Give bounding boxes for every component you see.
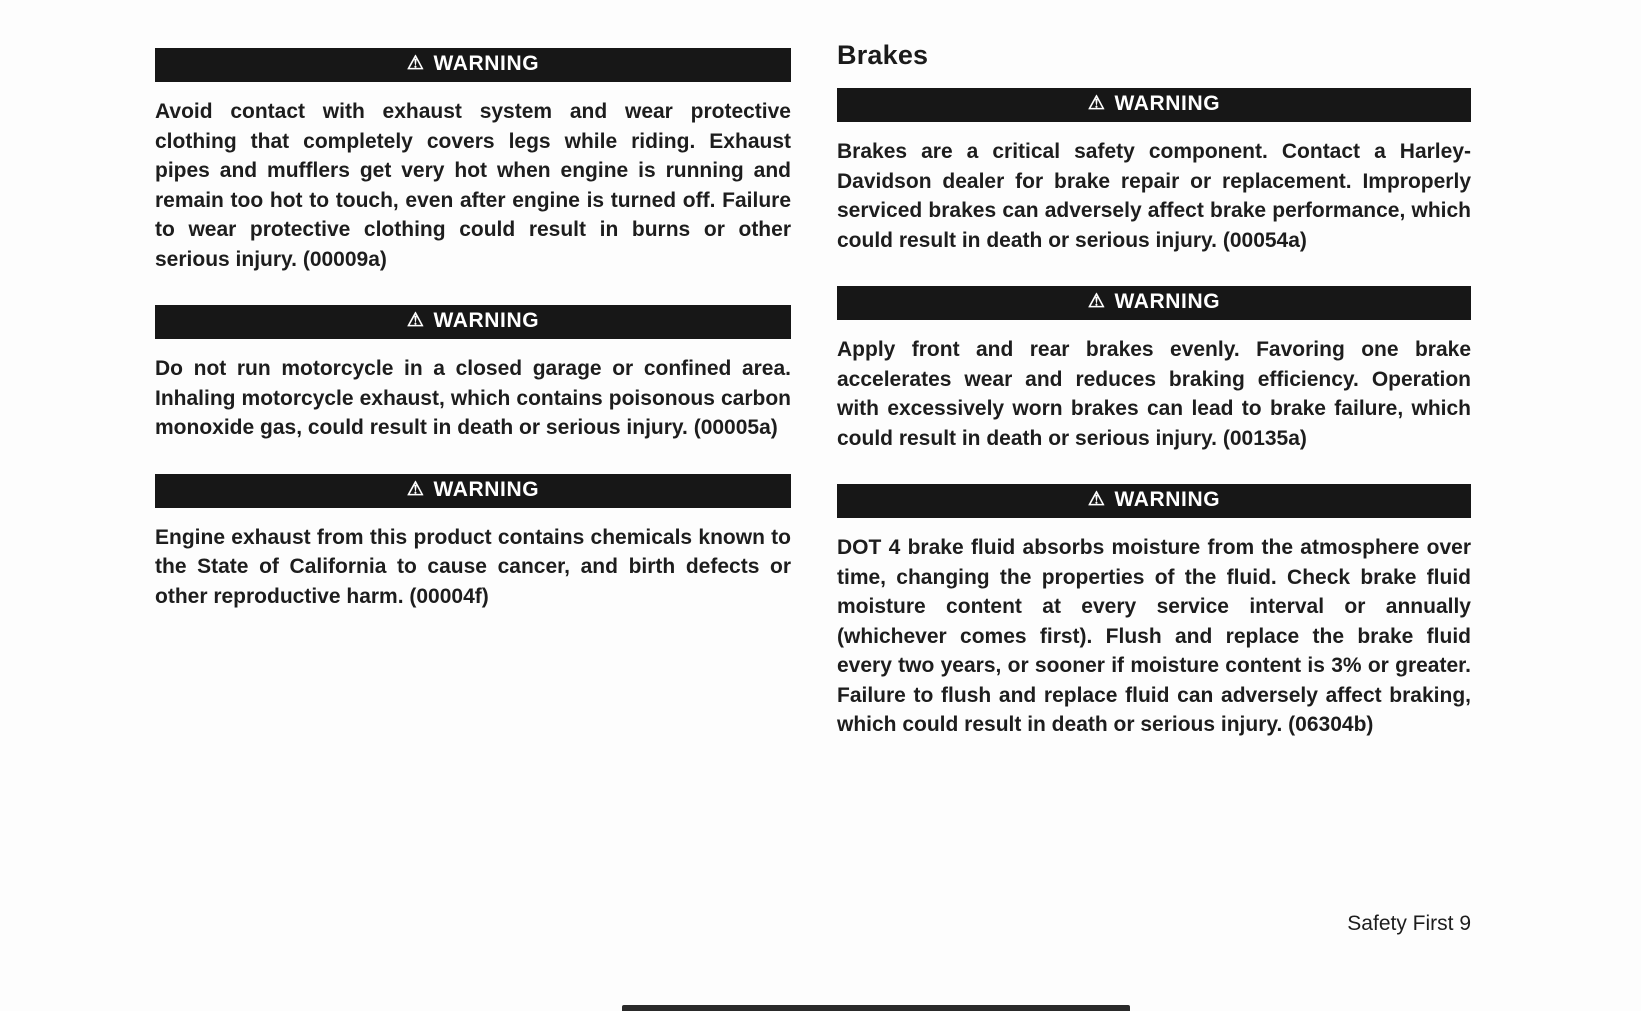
warning-banner (837, 286, 1471, 320)
warning-banner (837, 88, 1471, 122)
warning-triangle-icon: ⚠ (1087, 291, 1106, 312)
warning-block-california-chemicals (155, 474, 791, 612)
warning-triangle-icon: ⚠ (1087, 93, 1106, 114)
warning-triangle-icon: ⚠ (406, 53, 425, 74)
warning-banner (155, 474, 791, 508)
warning-banner-label: WARNING (433, 477, 540, 501)
warning-block-brake-evenly (837, 286, 1471, 453)
warning-banner-label: WARNING (433, 309, 540, 332)
warning-banner (155, 305, 791, 339)
warning-banner-label: WARNING (433, 52, 540, 75)
page-footer: Safety First 9 (1347, 912, 1471, 935)
warning-banner-label: WARNING (1114, 488, 1221, 511)
warning-body-text: Engine exhaust from this product contains chemicals known to the State of California to cause cancer, and birth defects or other reproductive harm. (00004f) (155, 525, 791, 608)
warning-triangle-icon: ⚠ (406, 478, 425, 500)
warning-body-text: Apply front and rear brakes evenly. Favoring one brake accelerates wear and reduces braking efficiency. Operation with excessively worn brakes can lead to brake failure, which could result in death or serious injury. (00135a) (837, 338, 1471, 450)
warning-block-carbon-monoxide (155, 305, 791, 443)
warning-block-brake-fluid (837, 484, 1471, 740)
scan-edge-mark (622, 1005, 1130, 1011)
warning-banner (837, 484, 1471, 518)
warning-banner (155, 48, 791, 82)
section-heading-brakes: Brakes (837, 40, 929, 70)
left-column (155, 48, 791, 611)
warning-body-text: DOT 4 brake fluid absorbs moisture from the atmosphere over time, changing the properties of the fluid. Check brake fluid moisture content at every service interval or annually (whichever comes first). Flush and replace the brake fluid every two years, or sooner if moisture content is 3% or greater. Failure to flush and replace fluid can adversely affect braking, which could result in death or serious injury. (06304b) (837, 536, 1471, 736)
warning-banner-label: WARNING (1114, 290, 1221, 313)
warning-block-brakes-critical (837, 88, 1471, 255)
warning-body-text: Do not run motorcycle in a closed garage or confined area. Inhaling motorcycle exhaust, which contains poisonous carbon monoxide gas, could result in death or serious injury. (00005a) (155, 357, 791, 439)
warning-banner-label: WARNING (1114, 92, 1221, 115)
right-column (837, 40, 1471, 740)
warning-triangle-icon: ⚠ (406, 310, 425, 331)
warning-body-text: Avoid contact with exhaust system and wear protective clothing that completely covers legs while riding. Exhaust pipes and mufflers get very hot when engine is running and remain too hot to touch, even after engine is turned off. Failure to wear protective clothing could result in burns or other serious injury. (00009a) (155, 100, 791, 271)
warning-body-text: Brakes are a critical safety component. Contact a Harley-Davidson dealer for brake repair or replacement. Improperly serviced brakes can adversely affect brake performance, which could result in death or serious injury. (00054a) (837, 140, 1471, 252)
warning-triangle-icon: ⚠ (1087, 489, 1106, 510)
warning-block-exhaust-contact (155, 48, 791, 274)
